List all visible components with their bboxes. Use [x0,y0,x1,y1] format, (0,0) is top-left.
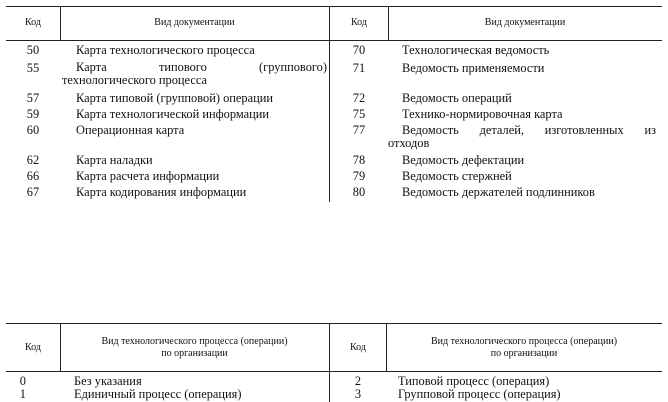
table1-top-border [6,6,662,7]
table-row-text: Ведомость стержней [402,169,512,183]
table2-top-border [6,323,662,324]
table2-header-type-left-line2: по организации [161,348,228,359]
table-row-code: 62 [26,153,40,167]
table-row-text [62,60,327,87]
table-row-code: 67 [26,185,40,199]
table-row-text: Карта кодирования информации [76,185,247,199]
table-row-text: Карта наладки [76,153,153,167]
table2-header-type-left-line1: Вид технологического процесса (операции) [101,336,288,347]
table-row-code: 1 [19,387,26,401]
table-row-text-line1: Ведомость деталей, изготовленных из [402,123,656,137]
table-row-code: 66 [26,169,40,183]
table-row-code: 77 [352,123,366,137]
table-row-code: 2 [354,374,362,388]
table-row-code: 60 [26,123,40,137]
table2-header-type-right-line2: по организации [490,348,558,359]
table-row-code: 80 [352,185,366,199]
table-row-text: Единичный процесс (операция) [74,387,242,401]
table-row-text: Карта расчета информации [76,169,220,183]
table2-header-code-right: Код [350,342,366,353]
table-row-text-line2: отходов [388,136,430,150]
table-row-text: Ведомость применяемости [402,61,545,75]
table-row-code: 50 [26,43,40,57]
table-row-code: 71 [352,61,366,75]
table-row-code: 78 [352,153,366,167]
table1-header-border [6,40,662,41]
table-row-text: Карта типовой (групповой) операции [76,91,273,105]
table-row-text: Ведомость дефектации [402,153,525,167]
table2-header-type-right-line1: Вид технологического процесса (операции) [430,336,618,347]
table-row-text: Групповой процесс (операция) [398,387,561,401]
table-row-code: 79 [352,169,366,183]
table-row-code: 0 [19,374,26,388]
table-row-text: Технологическая ведомость [402,43,550,57]
table-row-text-line2: технологического процесса [62,73,208,87]
table2-header-code-left: Код [25,342,41,353]
table-row-text: Технико-нормировочная карта [402,107,563,121]
table-row-code: 57 [26,91,40,105]
table-row-text-line1: Карта типового (группового) [76,60,327,74]
table-row-text [388,123,656,150]
table2-header-border [6,371,662,372]
table-row-text: Операционная карта [76,123,185,137]
table-row-code: 72 [352,91,366,105]
table1-header-code-left: Код [25,17,41,28]
table-row-text: Ведомость операций [402,91,512,105]
table-row-text: Карта технологического процесса [76,43,255,57]
table1-header-doc-type-left: Вид документации [154,17,235,28]
table-row-code: 55 [26,61,40,75]
table2-header-type-right [386,336,662,360]
table-row-code: 59 [26,107,40,121]
table1-header-doc-type-right: Вид документации [484,17,566,28]
table-row-text: Типовой процесс (операция) [398,374,550,388]
table-row-text: Карта технологической информации [76,107,269,121]
table2-header-type-left [60,336,329,360]
table-row-code: 75 [352,107,366,121]
table-row-text: Без указания [74,374,142,388]
table-row-code: 3 [354,387,362,401]
table-row-code: 70 [352,43,366,57]
table-row-text: Ведомость держателей подлинников [402,185,595,199]
table1-header-code-right: Код [351,17,367,28]
